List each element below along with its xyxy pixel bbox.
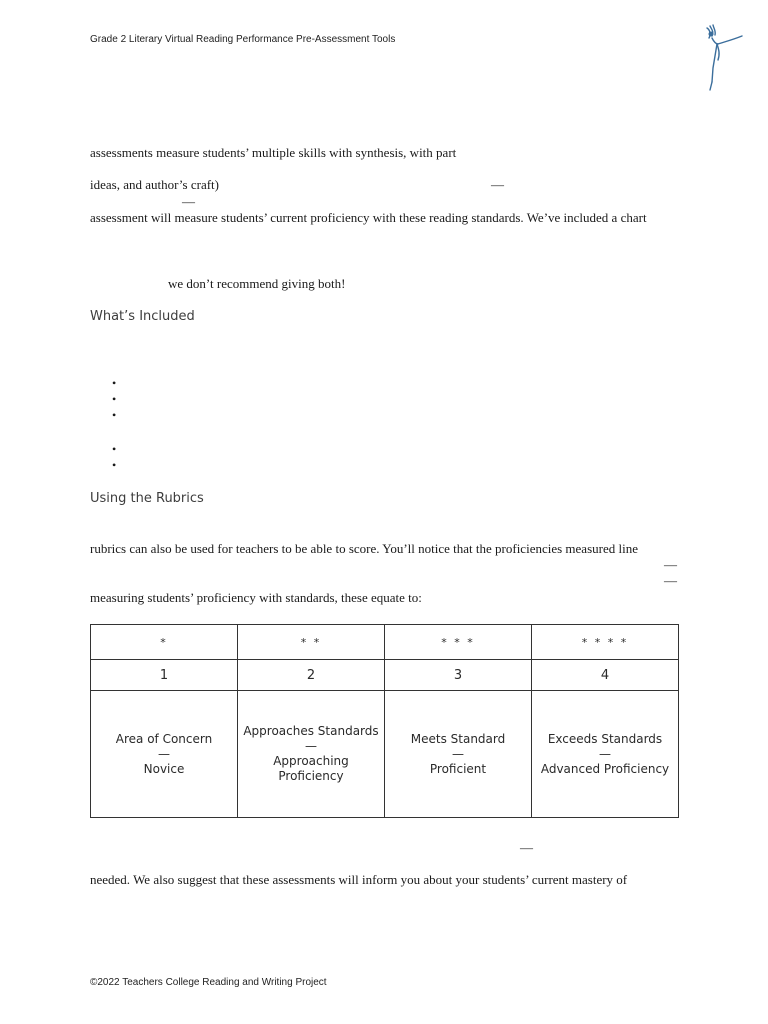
rubric-label-cell: [385, 691, 532, 818]
rubric-label-bottom: Proficient: [429, 761, 487, 776]
rubric-label-top: Meets Standard: [410, 731, 506, 746]
rubric-label-bottom: Approaching Proficiency: [273, 754, 349, 783]
body-line: assessment will measure students’ current proficiency with these reading standards. We’ve included a chart: [90, 210, 647, 225]
rubric-stars-cell: * * *: [385, 625, 532, 660]
rubric-stars-row: [91, 625, 679, 660]
rubric-label-top: Approaches Standards: [243, 724, 379, 738]
section-heading-using-rubrics: Using the Rubrics: [90, 491, 204, 506]
page-header-title: Grade 2 Literary Virtual Reading Performance Pre-Assessment Tools: [90, 34, 396, 45]
list-bullet: •: [112, 408, 117, 422]
em-dash: —: [491, 177, 504, 192]
body-line: rubrics can also be used for teachers to be able to score. You’ll notice that the proficiencies measured line: [90, 541, 638, 556]
em-dash: —: [664, 573, 677, 588]
rubric-label-dash: —: [158, 746, 170, 761]
em-dash: —: [664, 557, 677, 572]
body-line: assessments measure students’ multiple skills with synthesis, with part: [90, 145, 457, 160]
rubric-stars-cell: * * * *: [532, 625, 679, 660]
list-bullet: •: [112, 376, 117, 390]
rubric-stars-cell: * *: [238, 625, 385, 660]
rubric-level-cell: 4: [532, 660, 679, 691]
body-line: measuring students’ proficiency with standards, these equate to:: [90, 590, 422, 605]
rubric-label-bottom: Advanced Proficiency: [540, 761, 670, 776]
rubric-label-cell: [532, 691, 679, 818]
rubric-label-dash: —: [305, 739, 317, 753]
rubric-label-dash: —: [599, 746, 611, 761]
rubric-label-top: Exceeds Standards: [547, 731, 663, 746]
list-bullet: •: [112, 458, 117, 472]
rubric-label-bottom: Novice: [143, 761, 185, 776]
rubric-level-cell: 3: [385, 660, 532, 691]
body-line: we don’t recommend giving both!: [168, 276, 346, 291]
rubric-level-cell: 1: [91, 660, 238, 691]
list-bullet: •: [112, 442, 117, 456]
rubric-stars-cell: *: [91, 625, 238, 660]
em-dash: —: [182, 194, 195, 209]
body-line: needed. We also suggest that these assessments will inform you about your students’ current mastery of: [90, 872, 628, 887]
rubric-label-top: Area of Concern: [115, 731, 213, 746]
body-line: ideas, and author’s craft): [90, 177, 219, 192]
rubric-label-dash: —: [452, 746, 464, 761]
em-dash: —: [520, 840, 533, 855]
list-bullet: •: [112, 392, 117, 406]
section-heading-whats-included: What’s Included: [90, 309, 195, 324]
rubric-levels-row: [91, 660, 679, 691]
rubric-label-cell: [238, 691, 385, 818]
rubric-labels-row: [91, 691, 679, 818]
rubric-level-cell: 2: [238, 660, 385, 691]
rubric-label-cell: [91, 691, 238, 818]
page-footer-copyright: ©2022 Teachers College Reading and Writing Project: [90, 977, 327, 988]
rubric-table: [90, 624, 679, 818]
dancer-logo-icon: [690, 20, 746, 92]
